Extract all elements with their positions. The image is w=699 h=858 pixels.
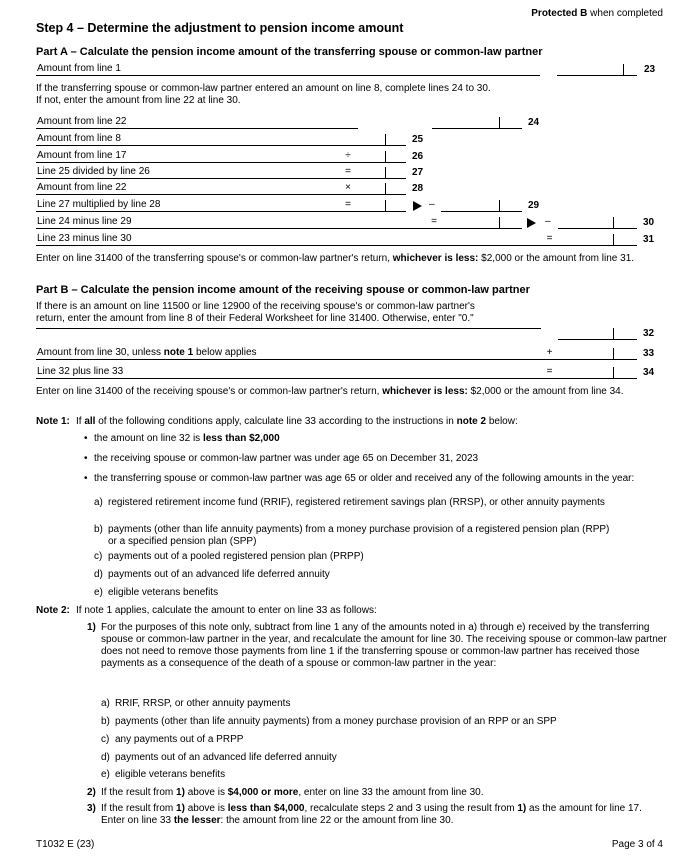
line28-number: 28 [412,183,424,194]
bullet-icon: • [84,453,88,464]
line30-amount-field[interactable] [558,214,637,229]
minus-operator: – [429,199,435,210]
line32-text: If there is an amount on line 11500 or line 12900 of the receiving spouse's or common-law partner's return, enter the amount from line 8 of their Federal Worksheet for line 31400. Otherwise, enter "0." [36,301,475,324]
line24-label: Amount from line 22 [36,114,358,129]
note1-label: Note 1: [36,416,70,427]
step4-title: Step 4 – Determine the adjustment to pension income amount [36,21,404,35]
note2-item-2-label: 2) [87,787,96,798]
line23-amount-field[interactable] [557,61,637,76]
line34-label: Line 32 plus line 33 [36,364,541,379]
line26-amount-field[interactable] [358,148,406,163]
note1-intro: If all of the following conditions apply, calculate line 33 according to the instructions in note 2 below: [76,416,518,427]
line30-result-field[interactable] [443,214,522,229]
note1-item-a-label: a) [94,497,103,508]
note2-item-b-text: payments (other than life annuity payments) from a money purchase provision of an RPP or an SPP [115,716,557,727]
note2-label: Note 2: [36,605,70,616]
page-number: Page 3 of 4 [611,839,663,850]
cents-divider [623,64,624,75]
equals-operator: = [541,231,558,246]
line33-number: 33 [643,348,655,359]
note1-item-c-text: payments out of a pooled registered pension plan (PRPP) [108,551,364,562]
line27-number: 27 [412,167,424,178]
note2-item-2-text: If the result from 1) above is $4,000 or more, enter on line 33 the amount from line 30. [101,787,484,798]
cents-divider [385,167,386,178]
line33-label: Amount from line 30, unless note 1 below applies [36,345,541,360]
line31-label: Line 23 minus line 30 [36,231,541,246]
cents-divider [499,217,500,228]
note2-item-d-text: payments out of an advanced life deferred annuity [115,752,337,763]
cents-divider [385,134,386,145]
line23-label: Amount from line 1 [36,61,540,76]
line28-amount-field[interactable] [358,180,406,195]
part-a-instruction-line1: If the transferring spouse or common-law partner entered an amount on line 8, complete lines 24 to 30. [36,83,491,94]
multiply-operator: × [338,180,358,195]
part-b-footer-text: Enter on line 31400 of the receiving spouse's or common-law partner's return, whichever is less: $2,000 or the amount from line 34. [36,386,624,397]
note2-item-e-text: eligible veterans benefits [115,769,226,780]
line29-amount-field[interactable] [441,197,522,212]
note1-item-a-text: registered retirement income fund (RRIF), registered retirement savings plan (RRSP), or other annuity payments [108,497,605,508]
cents-divider [385,183,386,194]
line24-amount-field[interactable] [432,114,522,129]
note2-item-a-text: RRIF, RRSP, or other annuity payments [115,698,291,709]
note2-item-3-label: 3) [87,803,96,814]
line34-number: 34 [643,367,655,378]
note2-item-3-text: If the result from 1) above is less than $4,000, recalculate steps 2 and 3 using the result from 1) as the amount for line 17. Enter on line 33 the lesser: the amount from line 22 or the amount from line 30. [101,803,642,826]
line24-number: 24 [528,117,540,128]
line26-number: 26 [412,151,424,162]
note2-item-c-text: any payments out of a PRPP [115,734,244,745]
line29-label: Line 27 multiplied by line 28 [36,197,338,212]
plus-operator: + [541,345,558,360]
line29-result-field[interactable] [358,197,406,212]
cents-divider [385,151,386,162]
cents-divider [613,217,614,228]
line23-number: 23 [644,64,656,75]
part-b-heading: Part B – Calculate the pension income amount of the receiving spouse or common-law partner [36,284,530,296]
equals-operator: = [541,364,558,379]
note1-item-e-label: e) [94,587,103,598]
part-a-instruction-line2: If not, enter the amount from line 22 at line 30. [36,95,241,106]
note2-item-1-text: For the purposes of this note only, subtract from line 1 any of the amounts noted in a) through e) received by the transferring spouse or common-law partner in the year, and recalculate the amount for line 30. The receiving spouse or common-law partner does not need to remove those payments from line 1 if the transferring spouse or common-law partner has received those payments as a consequence of the death of a spouse or common-law partner in the year: [101,622,667,669]
bullet-icon: • [84,473,88,484]
note2-item-b-label: b) [101,716,110,727]
protected-b-label: Protected B when completed [531,8,663,19]
arrow-right-icon [413,201,422,211]
note2-item-e-label: e) [101,769,110,780]
note2-item-1-label: 1) [87,622,96,633]
line25-amount-field[interactable] [358,131,406,146]
line29-number: 29 [528,200,540,211]
note1-item-c-label: c) [94,551,103,562]
equals-operator: = [338,197,358,212]
bullet-icon: • [84,433,88,444]
line27-amount-field[interactable] [358,164,406,179]
cents-divider [385,200,386,211]
line32-number: 32 [643,328,655,339]
line27-label: Line 25 divided by line 26 [36,164,338,179]
note2-intro: If note 1 applies, calculate the amount to enter on line 33 as follows: [76,605,377,616]
line28-label: Amount from line 22 [36,180,338,195]
minus-operator: – [545,216,551,227]
line30-label: Line 24 minus line 29 [36,214,425,229]
cents-divider [499,117,500,128]
equals-operator: = [338,164,358,179]
note1-item-b-text: payments (other than life annuity payments) from a money purchase provision of a registered pension plan (RPP) or a specified pension plan (SPP) [108,524,610,547]
line25-label: Amount from line 8 [36,131,358,146]
line30-number: 30 [643,217,655,228]
line34-amount-field[interactable] [558,364,637,379]
note1-item-b-label: b) [94,524,103,535]
line32-amount-field[interactable] [558,325,637,340]
line31-number: 31 [643,234,655,245]
cents-divider [613,348,614,359]
note1-bullet-2: the receiving spouse or common-law partner was under age 65 on December 31, 2023 [94,453,479,464]
line26-label: Amount from line 17 [36,148,338,163]
cents-divider [499,200,500,211]
part-a-footer-text: Enter on line 31400 of the transferring spouse's or common-law partner's return, whichever is less: $2,000 or the amount from line 31. [36,253,635,264]
note1-item-d-label: d) [94,569,103,580]
line31-amount-field[interactable] [558,231,637,246]
form-code: T1032 E (23) [36,839,95,850]
line32-paragraph [36,301,541,329]
arrow-right-icon [527,218,536,228]
cents-divider [613,328,614,339]
cents-divider [613,367,614,378]
note1-bullet-1: the amount on line 32 is less than $2,000 [94,433,280,444]
note1-item-d-text: payments out of an advanced life deferred annuity [108,569,330,580]
note1-item-e-text: eligible veterans benefits [108,587,219,598]
divide-operator: ÷ [338,148,358,163]
line33-amount-field[interactable] [558,345,637,360]
note2-item-d-label: d) [101,752,110,763]
part-a-heading: Part A – Calculate the pension income amount of the transferring spouse or common-law partner [36,46,543,58]
note2-item-c-label: c) [101,734,110,745]
note2-item-a-label: a) [101,698,110,709]
cents-divider [613,234,614,245]
equals-operator: = [425,214,443,229]
note1-bullet-3: the transferring spouse or common-law partner was age 65 or older and received any of the following amounts in the year: [94,473,635,484]
line25-number: 25 [412,134,424,145]
